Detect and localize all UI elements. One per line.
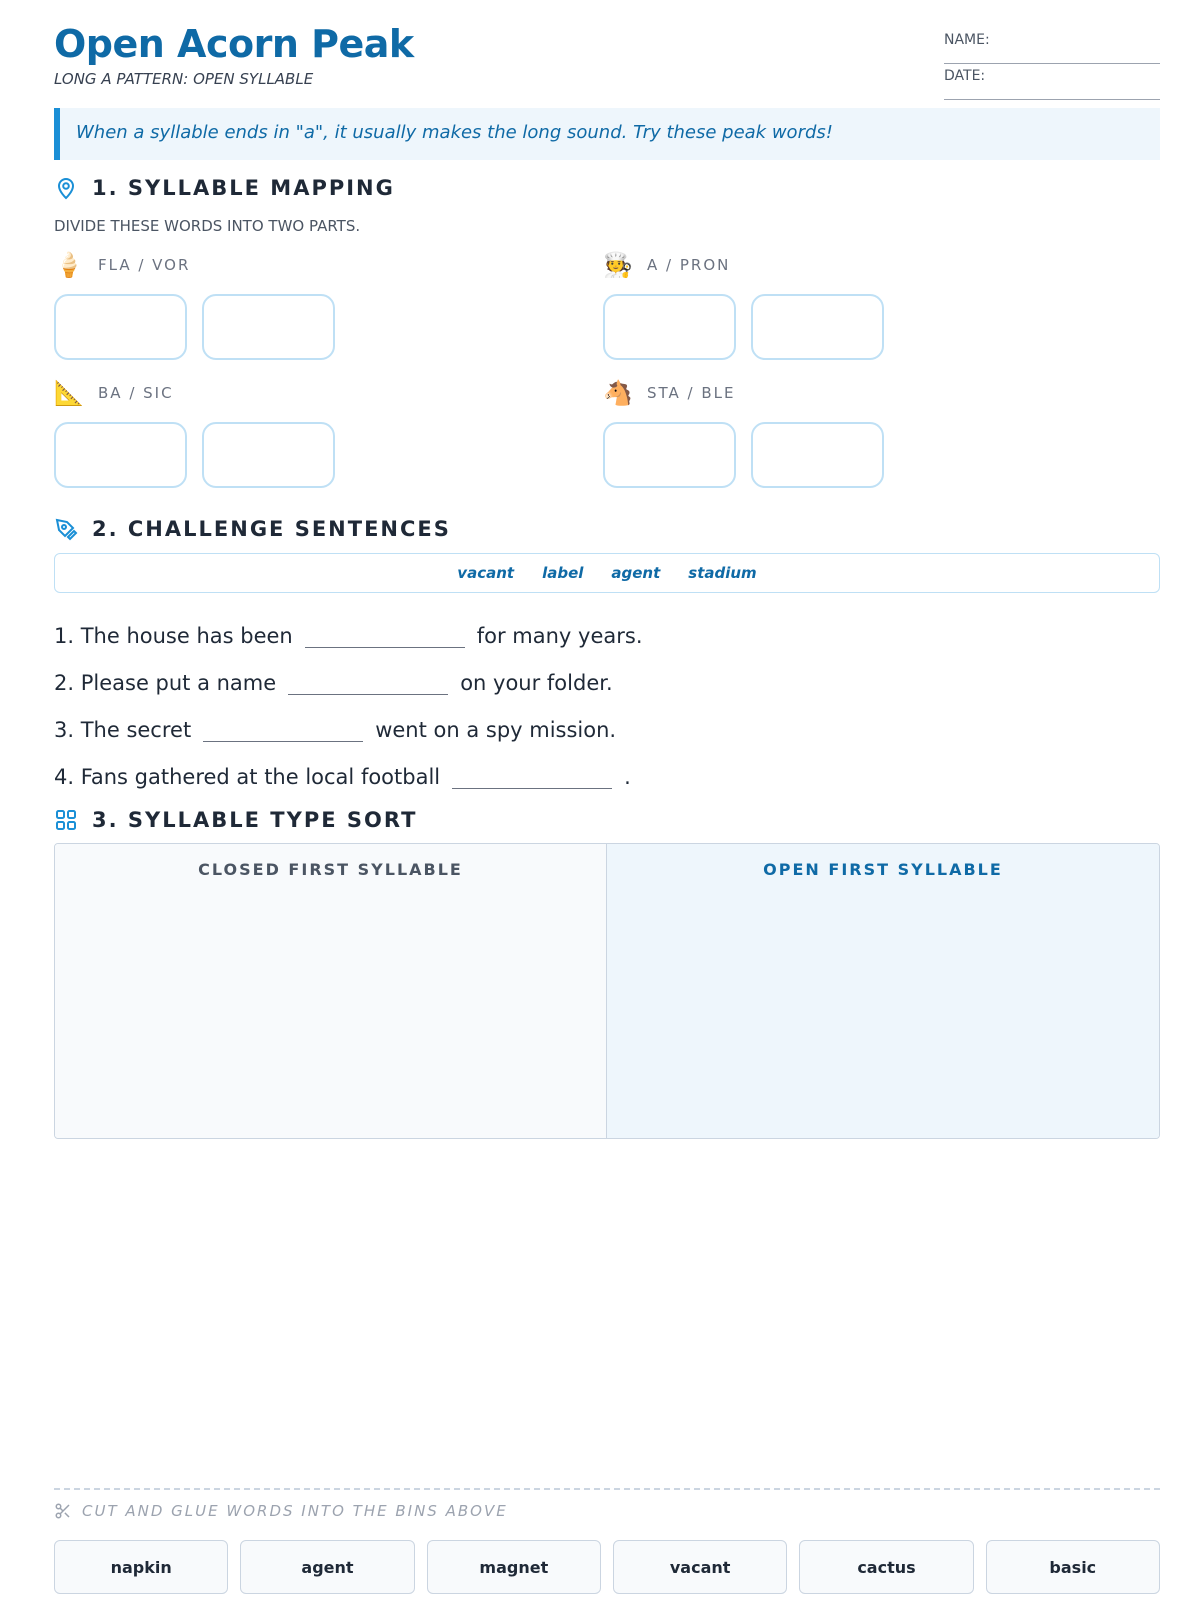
- section-3-title: 3. SYLLABLE TYPE SORT: [92, 808, 418, 832]
- sentence-blank[interactable]: [452, 755, 612, 789]
- name-field[interactable]: NAME:: [944, 28, 1160, 64]
- bin-heading: OPEN FIRST SYLLABLE: [763, 860, 1003, 879]
- grid-icon: [54, 808, 78, 832]
- syllable-item: [603, 250, 1103, 360]
- cut-line: [54, 1488, 1160, 1490]
- syllable-word-label: BA / SIC: [98, 384, 174, 402]
- syllable-answer-box[interactable]: [202, 422, 335, 488]
- sentence-row: [54, 755, 631, 789]
- syllable-item: [54, 378, 554, 488]
- section-2-heading: [54, 517, 451, 541]
- syllable-answer-box[interactable]: [603, 294, 736, 360]
- syllable-word-label: FLA / VOR: [98, 256, 191, 274]
- sentence-end: on your folder.: [460, 671, 613, 695]
- syllable-word-label: A / PRON: [647, 256, 731, 274]
- section-1-instruction: DIVIDE THESE WORDS INTO TWO PARTS.: [54, 217, 361, 235]
- word-bank-item: stadium: [688, 564, 757, 582]
- syllable-word-label: STA / BLE: [647, 384, 736, 402]
- worksheet-page: [54, 0, 1160, 1600]
- scissors-icon: [54, 1502, 72, 1520]
- map-pin-icon: [54, 176, 78, 200]
- word-bank: [54, 553, 1160, 593]
- sentence-start: 2. Please put a name: [54, 671, 277, 695]
- sentence-end: for many years.: [476, 624, 643, 648]
- syllable-answer-box[interactable]: [751, 294, 884, 360]
- sentence-start: 3. The secret: [54, 718, 192, 742]
- horse-icon: 🐴: [603, 379, 635, 407]
- sentence-end: .: [624, 765, 631, 789]
- word-bank-item: vacant: [457, 564, 515, 582]
- word-tile[interactable]: basic: [986, 1540, 1160, 1594]
- sentence-end: went on a spy mission.: [375, 718, 617, 742]
- page-subtitle: LONG A PATTERN: OPEN SYLLABLE: [54, 70, 314, 88]
- date-field[interactable]: DATE:: [944, 64, 1160, 100]
- cut-instruction: [54, 1502, 508, 1520]
- open-syllable-bin[interactable]: [607, 844, 1159, 1138]
- syllable-item: [54, 250, 554, 360]
- sentence-blank[interactable]: [305, 614, 465, 648]
- syllable-answer-box[interactable]: [603, 422, 736, 488]
- cut-instruction-text: CUT AND GLUE WORDS INTO THE BINS ABOVE: [82, 1502, 508, 1520]
- syllable-answer-box[interactable]: [202, 294, 335, 360]
- sentence-row: [54, 661, 613, 695]
- section-1-title: 1. SYLLABLE MAPPING: [92, 176, 395, 200]
- name-date-box: [944, 28, 1160, 100]
- word-bank-item: label: [542, 564, 584, 582]
- sentence-start: 1. The house has been: [54, 624, 293, 648]
- pen-tool-icon: [54, 517, 78, 541]
- word-bank-item: agent: [611, 564, 661, 582]
- section-2-title: 2. CHALLENGE SENTENCES: [92, 517, 451, 541]
- page-title: Open Acorn Peak: [54, 22, 414, 66]
- syllable-answer-box[interactable]: [751, 422, 884, 488]
- word-tile[interactable]: vacant: [613, 1540, 787, 1594]
- section-1-heading: [54, 176, 395, 200]
- sentence-row: [54, 708, 616, 742]
- word-tile[interactable]: magnet: [427, 1540, 601, 1594]
- sentence-blank[interactable]: [288, 661, 448, 695]
- word-tile[interactable]: agent: [240, 1540, 414, 1594]
- syllable-item: [603, 378, 1103, 488]
- word-tile[interactable]: cactus: [799, 1540, 973, 1594]
- syllable-answer-box[interactable]: [54, 422, 187, 488]
- bin-heading: CLOSED FIRST SYLLABLE: [198, 860, 463, 879]
- tip-banner: When a syllable ends in "a", it usually makes the long sound. Try these peak words!: [54, 108, 1160, 160]
- section-3-heading: [54, 808, 417, 832]
- syllable-answer-box[interactable]: [54, 294, 187, 360]
- chef-icon: 🧑‍🍳: [603, 251, 635, 279]
- sentence-start: 4. Fans gathered at the local football: [54, 765, 441, 789]
- sentence-row: [54, 614, 643, 648]
- word-tile[interactable]: napkin: [54, 1540, 228, 1594]
- word-tiles: [54, 1540, 1160, 1594]
- ice-cream-icon: 🍦: [54, 251, 86, 279]
- sort-bins: [54, 843, 1160, 1139]
- triangle-ruler-icon: 📐: [54, 379, 86, 407]
- closed-syllable-bin[interactable]: [55, 844, 607, 1138]
- sentence-blank[interactable]: [203, 708, 363, 742]
